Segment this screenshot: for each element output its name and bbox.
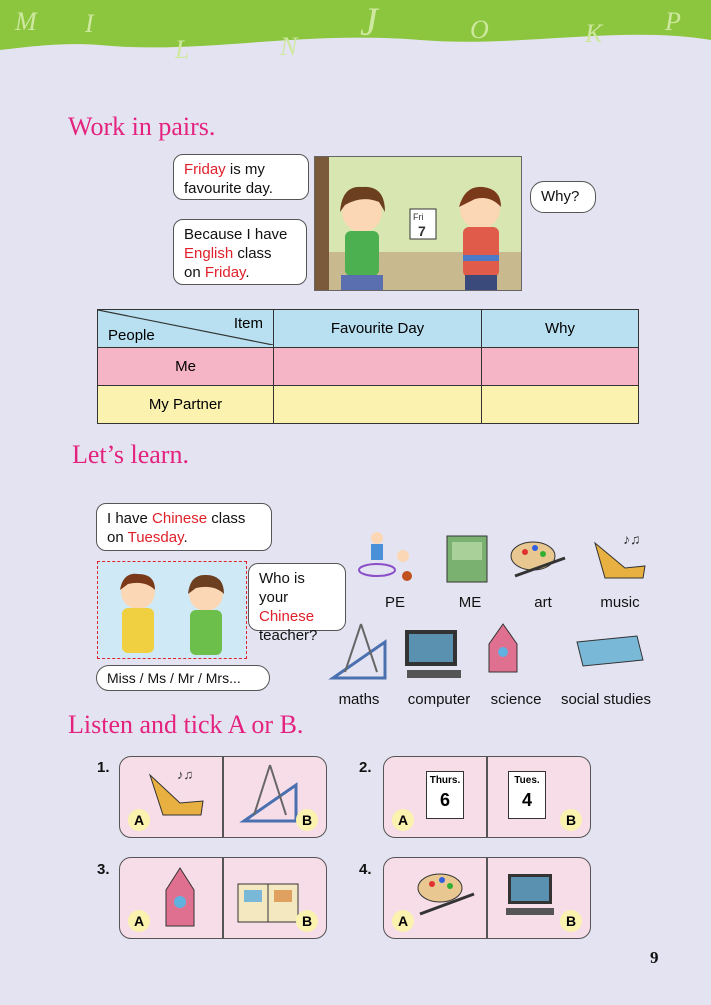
students-illustration: [97, 561, 247, 659]
option-b-label[interactable]: B: [560, 910, 582, 932]
book-icon: [236, 880, 302, 926]
option-a-label[interactable]: A: [128, 910, 150, 932]
speech-bubble-chinese-class: I have Chinese class on Tuesday.: [96, 503, 272, 551]
banner-letter: I: [85, 9, 94, 38]
calendar-tuesday: Tues. 4: [508, 771, 546, 819]
option-a-label[interactable]: A: [392, 910, 414, 932]
exercise-number-3: 3.: [97, 861, 110, 878]
speech-bubble-why: Why?: [530, 181, 596, 213]
exercise-card-1: [119, 756, 327, 838]
subject-icons-row1: [355, 528, 665, 588]
social-studies-icon: [577, 636, 643, 666]
speech-bubble-miss-ms: Miss / Ms / Mr / Mrs...: [96, 665, 270, 691]
classroom-scene-illustration: [314, 156, 522, 291]
top-banner: [0, 0, 711, 70]
table-cell-me-why[interactable]: [482, 348, 639, 386]
art-icon: [511, 542, 565, 576]
calendar-thursday: Thurs. 6: [426, 771, 464, 819]
vocab-maths: maths: [338, 691, 380, 708]
table-cell-partner-why[interactable]: [482, 386, 639, 424]
science-icon: [489, 624, 517, 672]
favourite-day-table: [97, 309, 639, 424]
pe-icon: [359, 532, 412, 581]
option-b-label[interactable]: B: [296, 809, 318, 831]
table-header-favourite-day: Favourite Day: [274, 310, 482, 348]
heading-work-in-pairs: Work in pairs.: [68, 112, 216, 141]
art-icon: [406, 868, 482, 924]
banner-letter: L: [175, 35, 190, 64]
table-header-why: Why: [482, 310, 639, 348]
heading-listen-and-tick: Listen and tick A or B.: [68, 710, 304, 739]
exercise-number-2: 2.: [359, 759, 372, 776]
speech-bubble-because: Because I have English class on Friday.: [173, 219, 307, 285]
option-a-label[interactable]: A: [392, 809, 414, 831]
banner-letter: K: [585, 19, 603, 48]
table-row-me-label: Me: [98, 348, 274, 386]
science-icon: [160, 866, 200, 932]
vocab-social-studies: social studies: [560, 691, 652, 708]
table-cell-me-day[interactable]: [274, 348, 482, 386]
exercise-card-3: [119, 857, 327, 939]
computer-icon: [405, 630, 461, 678]
exercise-card-4: [383, 857, 591, 939]
calendar-date-label: 7: [418, 223, 426, 239]
heading-lets-learn: Let’s learn.: [72, 440, 189, 469]
me-icon: [447, 536, 487, 582]
speech-bubble-friday: Friday is my favourite day.: [173, 154, 309, 200]
vocab-music: music: [600, 594, 640, 611]
option-a-label[interactable]: A: [128, 809, 150, 831]
vocab-computer: computer: [407, 691, 471, 708]
vocab-art: art: [534, 594, 552, 611]
banner-letter: O: [470, 15, 489, 44]
svg-text:♪♫: ♪♫: [623, 531, 641, 547]
vocab-science: science: [490, 691, 542, 708]
option-b-label[interactable]: B: [560, 809, 582, 831]
table-header-item-people: Item People: [98, 310, 274, 348]
table-row-partner-label: My Partner: [98, 386, 274, 424]
exercise-card-2: [383, 756, 591, 838]
svg-text:♪♫: ♪♫: [177, 767, 194, 782]
vocab-pe: PE: [384, 594, 405, 611]
banner-letter: N: [280, 32, 298, 61]
subject-icons-row2: [325, 622, 670, 684]
option-b-label[interactable]: B: [296, 910, 318, 932]
speech-bubble-who-is-teacher: Who is your Chinese teacher?: [248, 563, 346, 631]
banner-letter: J: [360, 0, 378, 44]
computer-icon: [502, 872, 562, 922]
table-cell-partner-day[interactable]: [274, 386, 482, 424]
maths-icon: [333, 624, 385, 678]
music-icon: [145, 765, 215, 825]
vocab-me: ME: [458, 594, 482, 611]
banner-letter: P: [665, 7, 681, 36]
exercise-number-1: 1.: [97, 759, 110, 776]
exercise-number-4: 4.: [359, 861, 372, 878]
music-icon: [595, 531, 645, 578]
banner-letter: M: [15, 7, 37, 36]
page-number: 9: [650, 948, 659, 967]
calendar-day-label: Fri: [413, 212, 424, 222]
